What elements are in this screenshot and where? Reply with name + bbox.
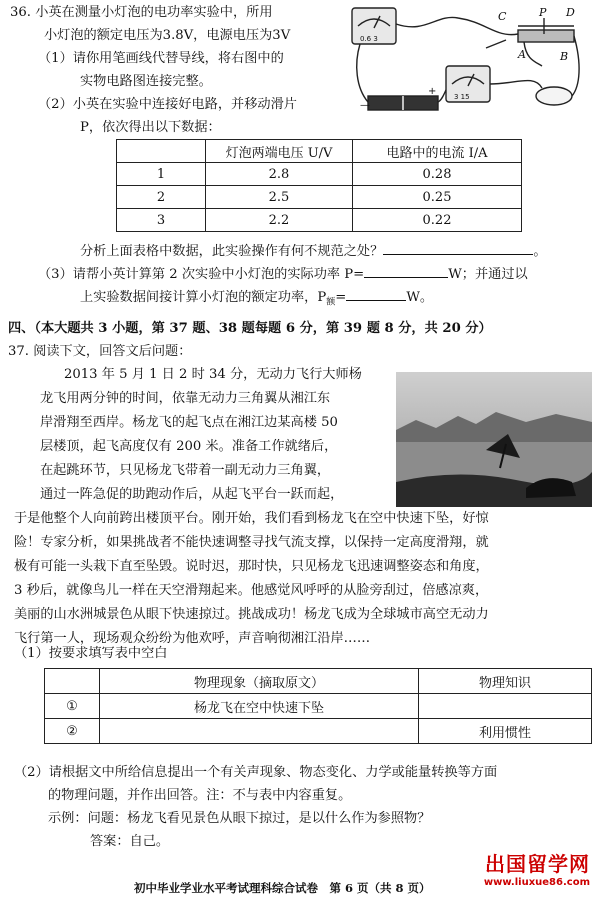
q37-number: 37. [8, 344, 29, 359]
passage-line: 险！专家分析，如果挑战者不能快速调整寻找气流支撑，以保持一定高度滑翔，就 [14, 535, 489, 550]
q37-example-question: 示例：问题：杨龙飞看见景色从眼下掠过，是以什么作为参照物？ [48, 811, 431, 826]
passage-line: 极有可能一头栽下直至坠毁。说时迟，那时快，只见杨龙飞迅速调整姿态和角度， [14, 559, 489, 574]
q37-intro: 37. 阅读下文，回答文后问题： [8, 344, 192, 359]
label-c: C [498, 10, 507, 23]
answer-cell[interactable] [419, 694, 592, 719]
battery-minus: — [360, 100, 370, 111]
passage-line: 龙飞用两分钟的时间，依靠无动力三角翼从湘江东 [40, 391, 331, 406]
circuit-diagram [346, 4, 586, 122]
passage-line: 通过一阵急促的助跑动作后，从起飞平台一跃而起， [40, 487, 344, 502]
table-row: 3 2.2 0.22 [117, 209, 522, 232]
table-row: ② 利用惯性 [45, 719, 592, 744]
q36-data-table [116, 139, 522, 232]
q36-part3-line2: 上实验数据间接计算小灯泡的额定功率，$P_额= W$。 [80, 287, 433, 312]
watermark-url: www.liuxue86.com [483, 877, 590, 888]
passage-line: 2013 年 5 月 1 日 2 时 34 分，无动力飞行大师杨 [64, 367, 362, 382]
battery-plus: + [428, 86, 437, 97]
label-a: A [518, 48, 526, 61]
passage-line: 层楼顶，起飞高度仅有 200 米。准备工作就绪后， [40, 439, 338, 454]
glider-photo [396, 372, 592, 507]
table-row: 1 2.8 0.28 [117, 163, 522, 186]
voltmeter-scale: 3 15 [454, 93, 470, 101]
answer-blank[interactable] [383, 241, 533, 255]
q37-part1: （1）按要求填写表中空白 [14, 646, 168, 661]
passage-line: 3 秒后，就像鸟儿一样在天空滑翔起来。他感觉风呼呼的从脸旁刮过，倍感凉爽， [14, 583, 489, 598]
table-header-row: 物理现象（摘取原文） 物理知识 [45, 669, 592, 694]
q37-example-answer: 答案：自己。 [90, 834, 170, 849]
q36-part3-line1: （3）请帮小英计算第 2 次实验中小灯泡的实际功率 P= W；并通过以 [38, 264, 528, 284]
rheostat [518, 30, 574, 42]
q36-part1-line2: 实物电路图连接完整。 [80, 74, 212, 89]
passage-line: 美丽的山水洲城景色从眼下快速掠过。挑战成功！杨龙飞成为全球城市高空无动力 [14, 607, 489, 622]
label-p: P [539, 6, 547, 19]
q36-analysis: 分析上面表格中数据，此实验操作有何不规范之处？ 。 [80, 241, 547, 261]
q37-part2: （2）请根据文中所给信息提出一个有关声现象、物态变化、力学或能量转换等方面 [14, 765, 498, 780]
q36-number: 36. [10, 5, 31, 20]
answer-blank[interactable] [346, 287, 406, 301]
switch [486, 40, 506, 48]
passage-line: 岸滑翔至西岸。杨龙飞的起飞点在湘江边某高楼 50 [40, 415, 338, 430]
answer-blank[interactable] [364, 264, 448, 278]
page-footer: 初中毕业学业水平考试理科综合试卷 第 6 页（共 8 页） [134, 881, 431, 895]
passage-line: 飞行第一人，现场观众纷纷为他欢呼，声音响彻湘江沿岸…… [14, 631, 371, 646]
table-header-row: 灯泡两端电压 U/V 电路中的电流 I/A [117, 140, 522, 163]
table-row: ① 杨龙飞在空中快速下坠 [45, 694, 592, 719]
label-b: B [560, 50, 569, 63]
site-watermark [484, 848, 590, 888]
ammeter-scale: 0.6 3 [360, 35, 378, 43]
section-title: 四、（本大题共 3 小题，第 37 题、38 题每题 6 分，第 39 题 8 分，共 20 分） [8, 321, 492, 336]
q37-table [44, 668, 592, 744]
answer-cell[interactable] [100, 719, 419, 744]
q37-part2-line2: 的物理问题，并作出回答。注：不与表中内容重复。 [48, 788, 352, 803]
q36-stem-line1: 36. 小英在测量小灯泡的电功率实验中，所用 [10, 5, 273, 20]
q36-part2: （2）小英在实验中连接好电路，并移动滑片 [38, 97, 297, 112]
label-d: D [566, 6, 575, 19]
bulb [536, 87, 572, 105]
q36-part1: （1）请你用笔画线代替导线，将右图中的 [38, 51, 284, 66]
passage-line: 于是他整个人向前跨出楼顶平台。刚开始，我们看到杨龙飞在空中快速下坠，好惊 [14, 511, 489, 526]
table-row: 2 2.5 0.25 [117, 186, 522, 209]
watermark-site-name: 出国留学网 [485, 852, 590, 876]
passage-line: 在起跳环节，只见杨龙飞带着一副无动力三角翼， [40, 463, 331, 478]
q36-stem-line2: 小灯泡的额定电压为3.8V，电源电压为3V [44, 28, 291, 43]
q36-part2-line2: P，依次得出以下数据： [80, 120, 221, 135]
